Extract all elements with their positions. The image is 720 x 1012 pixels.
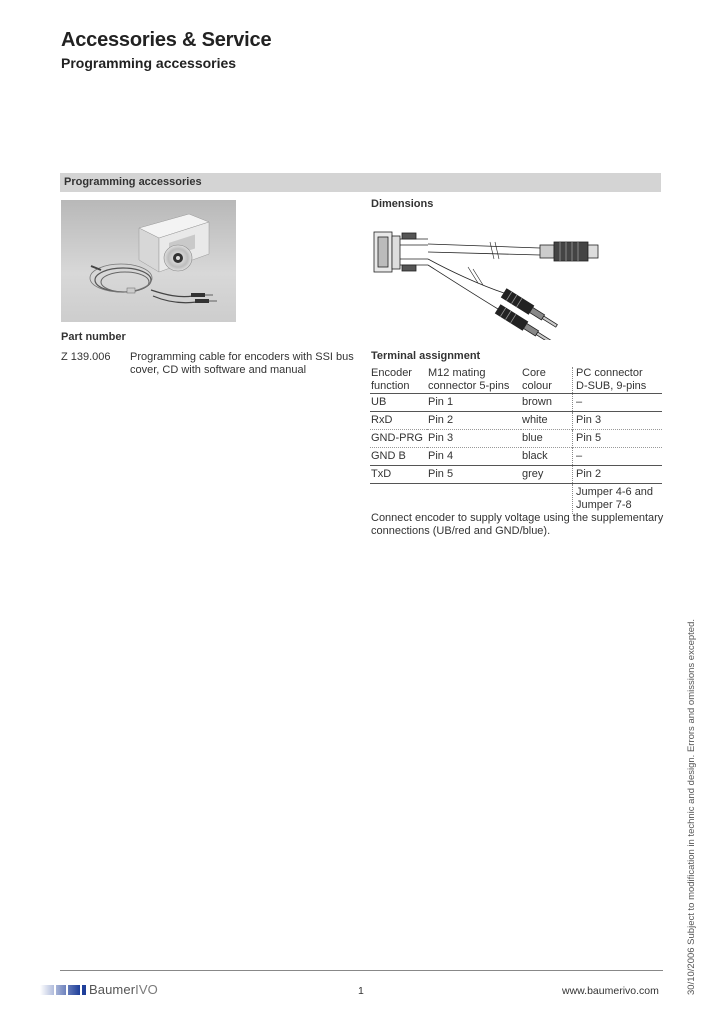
part-number-code: Z 139.006 — [61, 351, 111, 363]
terminal-assignment-label: Terminal assignment — [371, 350, 481, 362]
table-row — [370, 394, 662, 412]
cell-colour: black — [521, 448, 573, 466]
cell-function: UB — [370, 394, 427, 412]
cell-m12-pin: Pin 4 — [427, 448, 521, 466]
footer-divider — [60, 970, 663, 971]
page-subtitle: Programming accessories — [61, 55, 237, 71]
cell-colour: blue — [521, 430, 573, 448]
brand-logo-bar-icon — [40, 985, 86, 995]
header-pc-connector: PC connector D-SUB, 9-pins — [573, 367, 663, 394]
header-encoder-function: Encoder function — [371, 367, 412, 392]
cell-function: RxD — [370, 412, 427, 430]
cell-function: GND-PRG — [370, 430, 427, 448]
table-row-jumpers — [370, 484, 662, 515]
product-photo — [61, 200, 236, 322]
cell-dsub-pin: – — [573, 394, 663, 412]
cell-dsub-pin: Pin 5 — [573, 430, 663, 448]
header-m12-connector: M12 mating connector 5-pins — [428, 367, 510, 392]
dimensions-drawing — [370, 215, 610, 340]
cell-dsub-pin: – — [573, 448, 663, 466]
connection-note: Connect encoder to supply voltage using the supplementary connections (UB/red and GND/blue). — [371, 512, 664, 537]
table-row — [370, 448, 662, 466]
table-header-row — [370, 367, 662, 394]
cell-dsub-pin: Pin 2 — [573, 466, 663, 484]
table-row — [370, 412, 662, 430]
section-header — [60, 173, 661, 192]
cell-jumpers: Jumper 4-6 and Jumper 7-8 — [573, 484, 663, 515]
cell-m12-pin: Pin 5 — [427, 466, 521, 484]
cell-m12-pin: Pin 1 — [427, 394, 521, 412]
section-heading: Programming accessories — [64, 176, 202, 188]
website-link[interactable]: www.baumerivo.com — [562, 985, 659, 997]
cell-colour: white — [521, 412, 573, 430]
disclaimer-note: 30/10/2006 Subject to modification in technic and design. Errors and omissions excepted. — [686, 618, 697, 995]
part-number-label: Part number — [61, 331, 126, 343]
dimensions-label: Dimensions — [371, 198, 434, 210]
table-row — [370, 466, 662, 484]
cell-function: TxD — [370, 466, 427, 484]
cell-function: GND B — [370, 448, 427, 466]
terminal-assignment-table — [370, 367, 662, 514]
cell-m12-pin: Pin 2 — [427, 412, 521, 430]
page-number: 1 — [358, 985, 364, 997]
cell-colour: grey — [521, 466, 573, 484]
cell-m12-pin: Pin 3 — [427, 430, 521, 448]
cell-dsub-pin: Pin 3 — [573, 412, 663, 430]
brand-logo: BaumerIVO — [89, 982, 158, 997]
cell-colour: brown — [521, 394, 573, 412]
table-row — [370, 430, 662, 448]
part-number-description: Programming cable for encoders with SSI bus cover, CD with software and manual — [130, 351, 354, 376]
page-title: Accessories & Service — [61, 29, 272, 51]
header-core-colour: Core colour — [522, 367, 552, 392]
